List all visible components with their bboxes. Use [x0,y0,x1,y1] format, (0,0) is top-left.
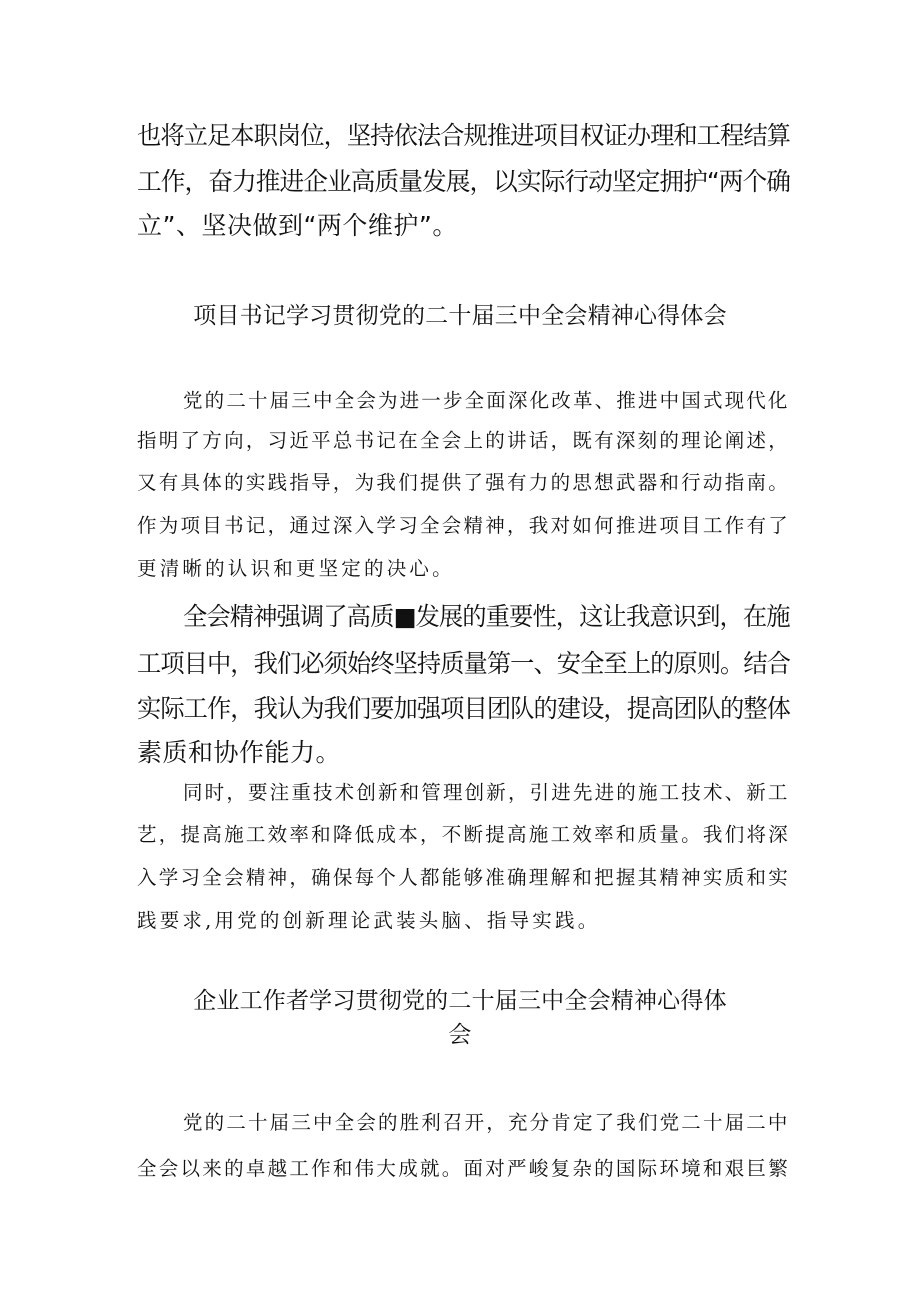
paragraph-line: 全会以来的卓越工作和伟大成就。面对严峻复杂的国际环境和艰巨繁 [137,1157,791,1180]
heading-text: 项目书记学习贯彻党的二十届三中全会精神心得体会 [193,303,727,329]
paragraph-line: 党的二十届三中全会为进一步全面深化改革、推进中国式现代化 [183,389,790,412]
paragraph-line: 又有具体的实践指导，为我们提供了强有力的思想武器和行动指南。 [137,471,791,494]
intro-line: 立”、坚决做到“两个维护”。 [137,211,458,240]
paragraph-line: 作为项目书记，通过深入学习全会精神，我对如何推进项目工作有了 [137,514,791,537]
intro-line: 也将立足本职岗位，坚持依法合规推进项目权证办理和工程结算 [137,121,791,150]
section-heading [0,297,920,330]
paragraph-line: 入学习全会精神，确保每个人都能够准确理解和把握其精神实质和实 [137,866,791,889]
paragraph-line: 同时，要注重技术创新和管理创新，引进先进的施工技术、新工 [183,781,790,804]
heading-text: 会 [448,1022,472,1048]
paragraph-line: 党的二十届三中全会的胜利召开，充分肯定了我们党二十届二中 [183,1111,790,1134]
heading-text: 企业工作者学习贯彻党的二十届三中全会精神心得体 [193,988,727,1014]
paragraph-line: 指明了方向，习近平总书记在全会上的讲话，既有深刻的理论阐述， [137,429,791,452]
intro-line: 工作，奋力推进企业高质量发展，以实际行动坚定拥护“两个确 [137,167,790,196]
paragraph-line: 素质和协作能力。 [137,738,342,767]
paragraph-line: 实际工作，我认为我们要加强项目团队的建设，提高团队的整体 [137,694,791,723]
section-heading-line [0,982,920,1015]
paragraph-line: 艺，提高施工效率和降低成本，不断提高施工效率和质量。我们将深 [137,823,791,846]
paragraph-line: 践要求,用党的创新理论武装头脑、指导实践。 [137,909,601,932]
paragraph-line: 全会精神强调了高质■发展的重要性，这让我意识到，在施 [183,602,790,631]
paragraph-line: 更清晰的认识和更坚定的决心。 [137,557,455,580]
section-heading-line [0,1016,920,1049]
paragraph-line: 工项目中，我们必须始终坚持质量第一、安全至上的原则。结合 [137,649,791,678]
